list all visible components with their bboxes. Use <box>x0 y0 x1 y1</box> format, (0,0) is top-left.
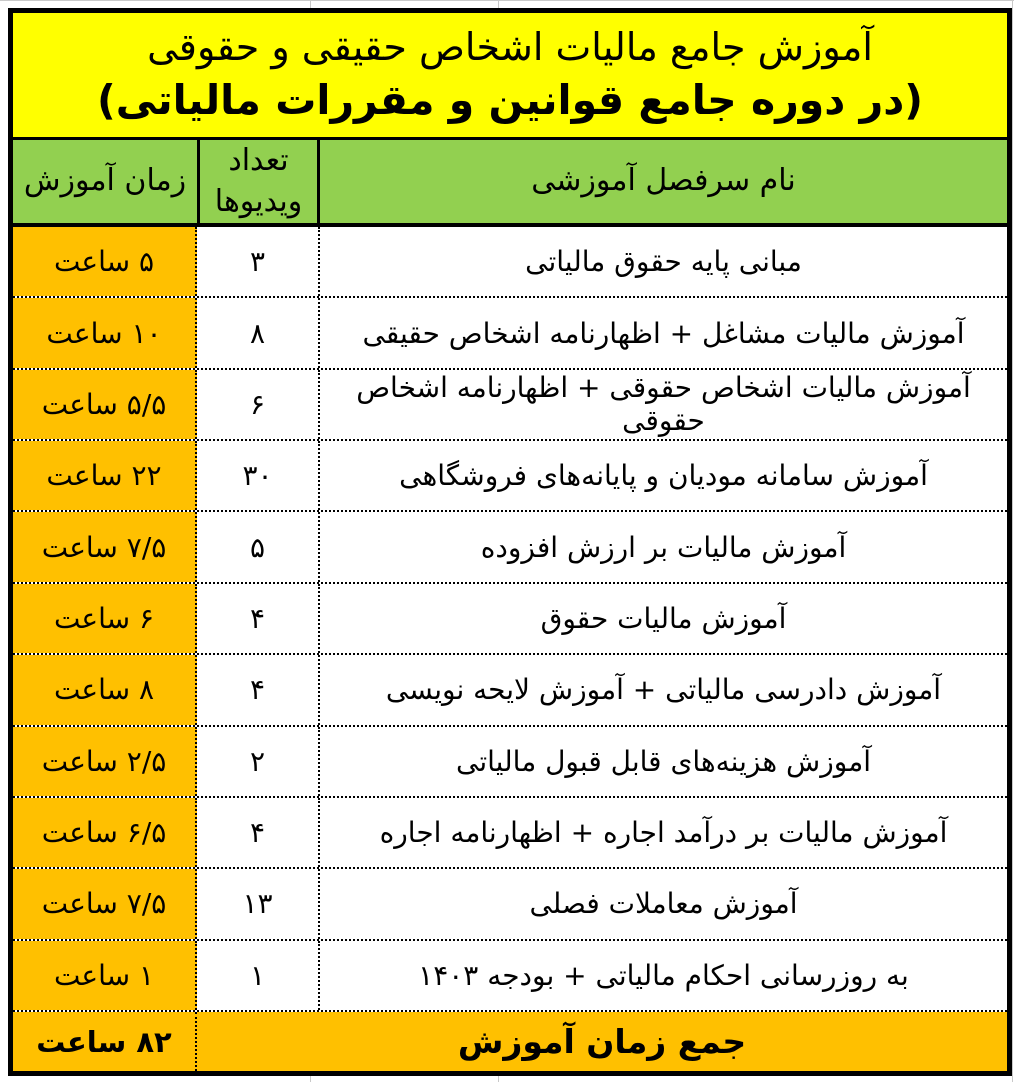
cell-chapter: آموزش هزینه‌های قابل قبول مالیاتی <box>456 744 871 778</box>
table-row <box>13 869 1007 940</box>
total-time-value: ۸۲ ساعت <box>13 1012 197 1071</box>
table-row <box>13 441 1007 512</box>
table-row <box>13 227 1007 298</box>
cell-time: ۲/۵ ساعت <box>13 727 197 796</box>
cell-videos: ۴ <box>197 798 320 867</box>
cell-chapter: آموزش مالیات مشاغل + اظهارنامه اشخاص حقیقی <box>362 316 965 350</box>
cell-time: ۵ ساعت <box>13 227 197 296</box>
cell-videos: ۵ <box>197 512 320 581</box>
total-row <box>13 1012 1007 1071</box>
header-row <box>13 140 1007 227</box>
table-row <box>13 584 1007 655</box>
cell-chapter: آموزش سامانه مودیان و پایانه‌های فروشگاهی <box>399 459 928 493</box>
cell-time: ۶ ساعت <box>13 584 197 653</box>
grid-hairline-col1-bottom <box>310 1076 311 1082</box>
cell-time: ۸ ساعت <box>13 655 197 724</box>
cell-chapter: آموزش مالیات حقوق <box>540 601 787 635</box>
cell-time: ۶/۵ ساعت <box>13 798 197 867</box>
cell-time: ۷/۵ ساعت <box>13 512 197 581</box>
title-line-2: (در دوره جامع قوانین و مقررات مالیاتی) <box>97 75 923 124</box>
cell-videos: ۲ <box>197 727 320 796</box>
grid-hairline-top <box>0 0 1014 1</box>
cell-time: ۱۰ ساعت <box>13 298 197 367</box>
cell-videos: ۳۰ <box>197 441 320 510</box>
cell-videos: ۳ <box>197 227 320 296</box>
title-line-1: آموزش جامع مالیات اشخاص حقیقی و حقوقی <box>147 25 873 70</box>
course-syllabus-table <box>8 8 1012 1076</box>
cell-videos: ۱ <box>197 941 320 1010</box>
cell-chapter: آموزش مالیات بر ارزش افزوده <box>480 530 847 564</box>
cell-time: ۱ ساعت <box>13 941 197 1010</box>
column-header-videos: تعداد ویدیوها <box>197 140 320 223</box>
grid-hairline-col2-bottom <box>498 1076 499 1082</box>
cell-time: ۷/۵ ساعت <box>13 869 197 938</box>
cell-chapter: آموزش معاملات فصلی <box>529 887 798 921</box>
grid-hairline-right <box>1012 0 1013 1082</box>
cell-chapter: مبانی پایه حقوق مالیاتی <box>525 245 802 279</box>
table-row <box>13 298 1007 369</box>
grid-hairline-col2-top <box>498 0 499 8</box>
table-row <box>13 727 1007 798</box>
cell-videos: ۴ <box>197 584 320 653</box>
cell-videos: ۸ <box>197 298 320 367</box>
table-body <box>13 227 1007 1012</box>
table-row <box>13 370 1007 441</box>
total-row-label: جمع زمان آموزش <box>457 1022 747 1061</box>
column-header-time: زمان آموزش <box>23 163 187 199</box>
table-row <box>13 512 1007 583</box>
column-header-chapter: نام سرفصل آموزشی <box>531 163 796 199</box>
table-row <box>13 798 1007 869</box>
cell-chapter: آموزش دادرسی مالیاتی + آموزش لایحه نویسی <box>385 673 942 707</box>
cell-chapter: آموزش مالیات اشخاص حقوقی + اظهارنامه اشخاص حقوقی <box>356 371 971 438</box>
cell-videos: ۱۳ <box>197 869 320 938</box>
cell-time: ۵/۵ ساعت <box>13 370 197 439</box>
cell-videos: ۶ <box>197 370 320 439</box>
cell-time: ۲۲ ساعت <box>13 441 197 510</box>
grid-hairline-col1-top <box>310 0 311 8</box>
table-row <box>13 655 1007 726</box>
table-row <box>13 941 1007 1012</box>
cell-chapter: به روزرسانی احکام مالیاتی + بودجه ۱۴۰۳ <box>418 958 909 992</box>
table-title <box>13 13 1007 140</box>
cell-videos: ۴ <box>197 655 320 724</box>
cell-chapter: آموزش مالیات بر درآمد اجاره + اظهارنامه اجاره <box>379 816 948 850</box>
